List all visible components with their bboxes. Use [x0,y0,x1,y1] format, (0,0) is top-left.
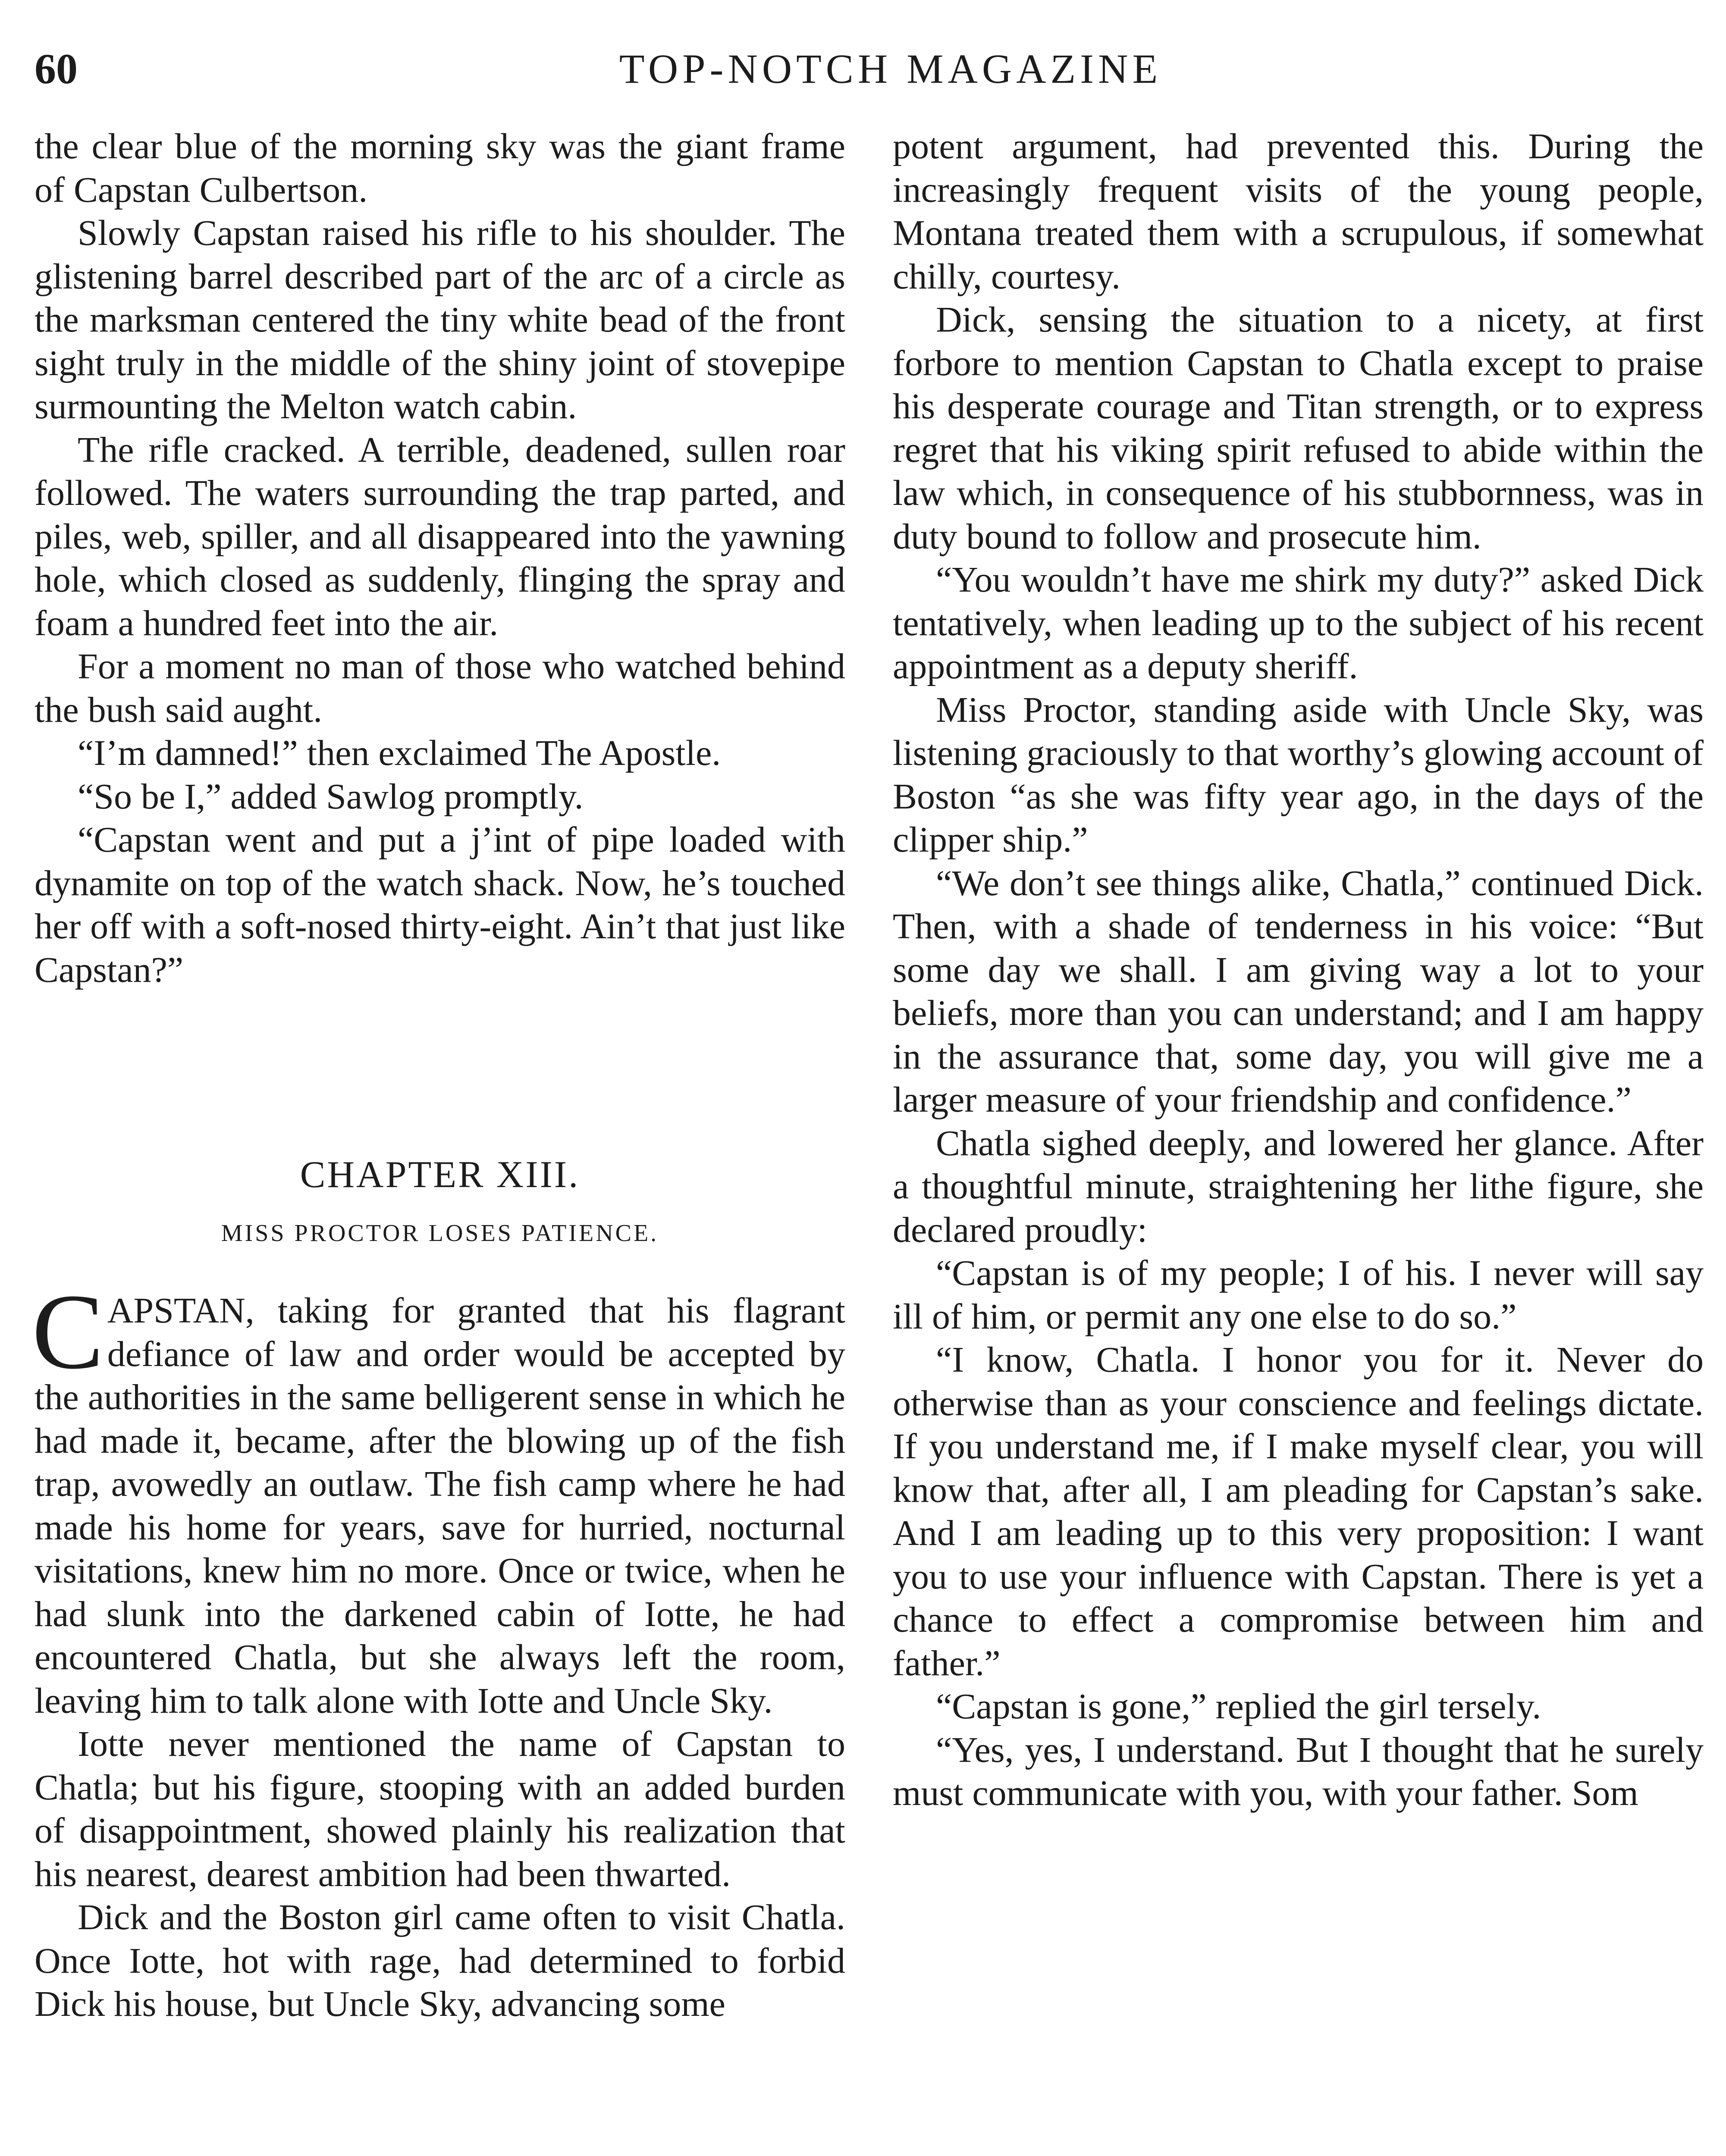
paragraph: “Capstan is gone,” replied the girl tersely. [936,1686,1541,1727]
left-column [32,125,845,2026]
chapter-subtitle: MISS PROCTOR LOSES PATIENCE. [221,1220,659,1247]
drop-cap: C [32,1272,104,1391]
paragraph: “So be I,” added Sawlog promptly. [78,776,584,817]
paragraph: Dick, sensing the situation to a nicety, at first forbore to mention Capstan to Chatla except to praise his desperate courage and Titan strength, or to express regret that his viking spirit refused to abide within the law which, in consequence of his stubbornness, was in duty bound to follow and prosecute him. [893,300,1704,557]
paragraph: “I know, Chatla. I honor you for it. Never do otherwise than as your conscience and feelings dictate. If you understand me, if I make myself clear, you will know that, after all, I am pleading for Capstan’s sake. And I am leading up to this very proposition: I want you to use your influence with Capstan. There is yet a chance to effect a compromise between him and father.” [893,1340,1704,1683]
paragraph: Chatla sighed deeply, and lowered her glance. After a thoughtful minute, straightening her lithe figure, she declared proudly: [893,1123,1704,1250]
paragraph: Miss Proctor, standing aside with Uncle Sky, was listening graciously to that worthy’s glowing account of Boston “as she was fifty year ago, in the days of the clipper ship.” [893,689,1704,860]
paragraph: potent argument, had prevented this. During the increasingly frequent visits of the young people, Montana treated them with a scrupulous, if somewhat chilly, courtesy. [893,126,1704,297]
paragraph: The rifle cracked. A terrible, deadened, sullen roar followed. The waters surrounding the trap parted, and piles, web, spiller, and all disappeared into the yawning hole, which closed as suddenly, flinging the spray and foam a hundred feet into the air. [35,429,845,643]
paragraph: Slowly Capstan raised his rifle to his shoulder. The glistening barrel described part of the arc of a circle as the marksman centered the tiny white bead of the front sight truly in the middle of the shiny joint of stovepipe surmounting the Melton watch cabin. [35,213,845,426]
right-column [893,125,1704,1815]
page-number: 60 [35,45,78,93]
paragraph: Dick and the Boston girl came often to visit Chatla. Once Iotte, hot with rage, had determined to forbid Dick his house, but Uncle Sky, advancing some [35,1897,845,2024]
paragraph: Iotte never mentioned the name of Capstan to Chatla; but his figure, stooping with an added burden of disappointment, showed plainly his realization that his nearest, dearest ambition had been thwarted. [35,1724,845,1894]
running-head: TOP-NOTCH MAGAZINE [619,46,1162,92]
paragraph: “Capstan is of my people; I of his. I never will say ill of him, or permit any one else to do so.” [893,1253,1704,1337]
paragraph: “I’m damned!” then exclaimed The Apostle. [78,733,721,773]
paragraph: “Capstan went and put a j’int of pipe loaded with dynamite on top of the watch shack. Now, he’s touched her off with a soft-nosed thirty-eight. Ain’t that just like Capstan?” [35,820,845,990]
chapter-title: CHAPTER XIII. [300,1154,580,1196]
page-header [35,41,1695,97]
paragraph: “You wouldn’t have me shirk my duty?” asked Dick tentatively, when leading up to the subject of his recent appointment as a deputy sheriff. [893,560,1704,686]
chapter-opening-text: APSTAN, taking for granted that his flagrant defiance of law and order would be accepted by the authorities in the same belligerent sense in which he had made it, became, after the blowing up of the fish trap, avowedly an outlaw. The fish camp where he had made his home for years, save for hurried, nocturnal visitations, knew him no more. Once or twice, when he had slunk into the darkened cabin of Iotte, he had encountered Chatla, but she always left the room, leaving him to talk alone with Iotte and Uncle Sky. [35,1291,845,1721]
paragraph: “Yes, yes, I understand. But I thought that he surely must communicate with you, with your father. Som [893,1730,1704,1813]
paragraph: the clear blue of the morning sky was the giant frame of Capstan Culbertson. [35,126,845,210]
paragraph: For a moment no man of those who watched behind the bush said aught. [35,646,845,730]
paragraph: “We don’t see things alike, Chatla,” continued Dick. Then, with a shade of tenderness in his voice: “But some day we shall. I am giving way a lot to your beliefs, more than you can understand; and I am happy in the assurance that, some day, you will give me a larger measure of your friendship and confidence.” [893,863,1704,1120]
chapter-opening-paragraph [32,1272,845,1723]
